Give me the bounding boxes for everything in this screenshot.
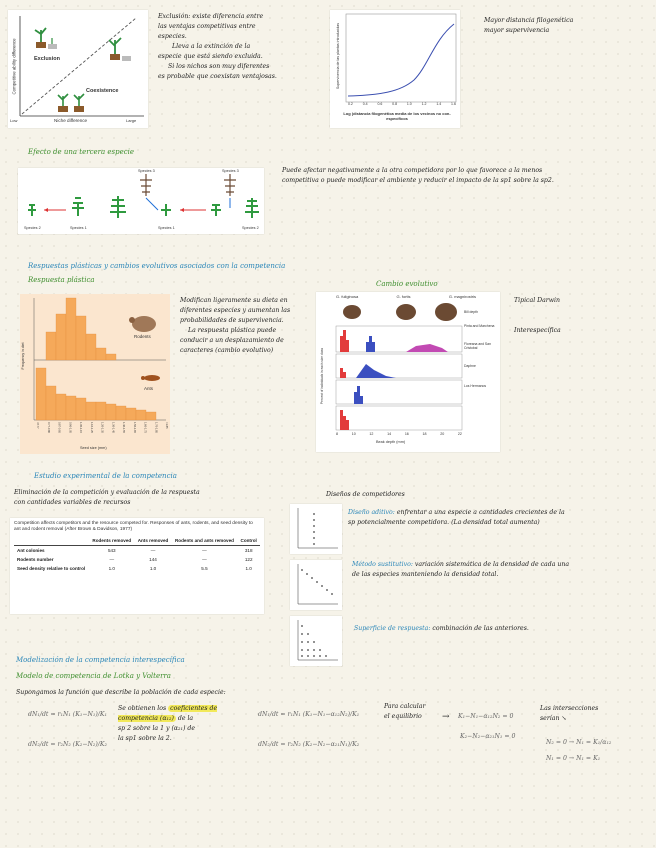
finch-species-row <box>336 294 476 299</box>
phylo-survival-figure <box>330 10 460 128</box>
table-cell: — <box>202 548 207 553</box>
coefficient-highlight: coeficientes de competencia (α₁₂) <box>118 705 218 722</box>
substitutive-design-plot <box>290 560 342 610</box>
note-line: el equilibrio <box>384 713 422 720</box>
x-tick: 0.8 <box>392 102 398 106</box>
table-cell: 1.0 <box>245 566 252 571</box>
x-tick: 0.4 <box>362 102 368 106</box>
evolution-title: Cambio evolutivo <box>376 280 438 288</box>
x-tick: <0.77 <box>36 422 39 429</box>
x-tick: >1.85 <box>165 422 168 429</box>
finch-row-labels <box>464 310 500 388</box>
coexistence-region-label: Coexistence <box>86 88 119 94</box>
x-tick: 12 <box>369 432 374 436</box>
table-caption: Competition affects competitors and the resource competed for. Responses of ants, rodents, and seed density to ant and rodent removal (After Brown & Davidson, 1977) <box>14 521 253 532</box>
design-name: Superficie de respuesta: <box>354 625 431 632</box>
species-label: Species 1 <box>70 226 87 230</box>
species-name: G. fuliginosa <box>336 294 359 299</box>
note-line <box>348 508 638 518</box>
note-line: Mayor distancia filogenética <box>484 17 574 24</box>
third-species-title: Efecto de una tercera especie <box>28 148 135 156</box>
x-tick: 1.66-1.75 <box>143 422 147 433</box>
x-tick: 20 <box>440 432 445 436</box>
substitutive-design-note <box>352 560 642 580</box>
row-label: Pinta and Marchena <box>464 324 495 328</box>
finch-figure <box>316 292 500 452</box>
third-species-diagram <box>18 168 264 234</box>
note-line: con cantidades variables de recursos <box>14 499 131 506</box>
niche-fitness-figure <box>8 10 148 128</box>
phylo-x-ticks <box>348 102 456 106</box>
table-cell: Ant colonies <box>17 548 45 553</box>
phylo-y-axis-label: Supervivencia de las plantas introducidas <box>336 22 340 90</box>
note-line: Lleva a la extinción de la <box>172 43 251 50</box>
third-species-figure <box>18 168 264 234</box>
x-tick: 10 <box>351 432 356 436</box>
row-label: Los Hermanos <box>464 384 487 388</box>
note-line: Eliminación de la competición y evaluación de la respuesta <box>14 489 200 496</box>
row-label: Bill depth <box>464 310 478 314</box>
species-label: Species 2 <box>24 226 41 230</box>
column-header: Control <box>237 536 260 546</box>
table-row <box>14 546 260 556</box>
histogram-x-label: Seed size (mm) <box>80 446 107 450</box>
competition-table-figure <box>10 518 264 614</box>
note-line: las ventajas competitivas entre <box>158 23 256 30</box>
model-intro: Supongamos la función que describe la población de cada especie: <box>16 689 226 696</box>
model-title: Modelización de la competencia interespecífica <box>16 656 185 664</box>
logistic-eq-2: dN₂/dt = r₂N₂ (K₂−N₂)/K₂ <box>28 741 108 748</box>
x-tick: 1.6 <box>451 102 456 106</box>
finch-x-label: Beak depth (mm) <box>376 440 406 444</box>
experimental-subtitle <box>14 488 284 508</box>
table-cell: Seed density relative to control <box>17 566 86 571</box>
design-text: variación sistemática de la densidad de cada una <box>414 561 570 568</box>
table-header-row <box>14 536 260 546</box>
niche-fitness-plot <box>8 10 148 128</box>
evolution-side-note: Tipical Darwin <box>514 297 561 304</box>
model-subtitle: Modelo de competencia de Lotka y Volterra <box>16 672 171 680</box>
niche-x-axis-label: Niche difference <box>54 118 88 123</box>
note-line: especie que está siendo excluida. <box>158 53 263 60</box>
species-label: Species 3 <box>138 169 155 173</box>
lv-eq-1: dN₁/dt = r₁N₁ (K₁−N₁−α₁₂N₂)/K₁ <box>258 711 360 718</box>
x-tick: 14 <box>387 432 392 436</box>
phylo-survival-plot <box>330 10 460 110</box>
note-line: mayor supervivencia <box>484 27 550 34</box>
design-name: Método sustitutivo: <box>352 561 413 568</box>
note-line: especies. <box>158 33 187 40</box>
note-text: de la <box>177 715 194 722</box>
table-row <box>14 564 260 573</box>
species-label: Species 3 <box>222 169 239 173</box>
note-line: sp potencialmente competidora. (La densidad total aumenta) <box>348 519 540 526</box>
x-tick: 1.26-1.35 <box>100 422 104 433</box>
table-cell: 1.0 <box>149 566 157 571</box>
row-label: Floreana and San Cristobal <box>464 342 491 350</box>
x-tick: 0.77-0.86 <box>46 422 50 433</box>
note-line: es probable que coexistan ventajosas. <box>158 73 277 80</box>
x-tick: 1.16-1.25 <box>89 422 93 433</box>
x-tick: 18 <box>422 432 427 436</box>
x-tick: 1.4 <box>436 102 442 106</box>
lv-eq-2: dN₂/dt = r₂N₂ (K₂−N₂−α₂₁N₁)/K₂ <box>258 741 360 748</box>
note-text: Se obtienen los <box>118 705 167 712</box>
corner-large-label: Large <box>126 118 137 123</box>
histogram-x-ticks <box>36 422 168 433</box>
species-name: G. fortis <box>396 294 411 299</box>
note-line: caracteres (cambio evolutivo) <box>180 347 274 354</box>
design-text: enfrentar a una especie a cantidades crecientes de la <box>396 509 565 516</box>
design-name: Diseño aditivo: <box>348 509 395 516</box>
note-line: diferentes especies y aumentan las <box>180 307 291 314</box>
x-tick: 1.46-1.55 <box>122 422 125 433</box>
ants-label: Ants <box>144 386 154 391</box>
response-surface-plot <box>290 616 342 666</box>
corner-low-label: Low <box>10 118 18 123</box>
equilibrium-arrow-icon: → <box>442 712 450 722</box>
x-tick: 0.96-1.05 <box>68 422 72 433</box>
column-header: Ants removed <box>134 536 171 546</box>
note-text: serían <box>540 715 560 722</box>
finch-x-ticks <box>336 432 462 436</box>
equilibrium-note <box>384 702 425 722</box>
seed-histogram-figure <box>20 294 170 454</box>
column-header: Rodents removed <box>89 536 134 546</box>
designs-title: Diseños de competidores <box>326 491 405 498</box>
note-line: de las especies manteniendo la densidad total. <box>352 571 499 578</box>
x-tick: 0.2 <box>348 102 353 106</box>
note-line: Exclusión: existe diferencia entre <box>158 13 264 20</box>
rodents-label: Rodents <box>134 334 151 339</box>
note-line <box>354 624 644 634</box>
note-line: La respuesta plástica puede <box>188 327 277 334</box>
table-cell: — <box>202 557 207 562</box>
exclusion-region-label: Exclusion <box>34 56 60 62</box>
table-cell: 1.0 <box>108 566 115 571</box>
table-row <box>14 555 260 564</box>
table-cell: — <box>150 548 156 553</box>
species-label: Species 1 <box>158 226 175 230</box>
x-tick: 0.6 <box>377 102 383 106</box>
note-line: Puede afectar negativamente a la otra competidora por lo que favorece a la menos <box>282 167 543 174</box>
table-cell: 5.5 <box>201 566 208 571</box>
x-tick: 1.56-1.65 <box>132 422 136 433</box>
note-line: probabilidades de supervivencia. <box>180 317 284 324</box>
x-tick: 1.76-1.85 <box>154 422 158 433</box>
note-line: la sp1 sobre la 2. <box>118 735 172 742</box>
coefficient-note <box>118 704 236 744</box>
third-species-notes <box>282 166 642 186</box>
x-tick: 0.87-0.95 <box>57 422 61 433</box>
x-tick: 1.0 <box>406 102 412 106</box>
species-name: G. magnirostris <box>448 294 476 299</box>
note-line: conducir a un desplazamiento de <box>180 337 284 344</box>
experimental-title: Estudio experimental de la competencia <box>34 472 177 480</box>
additive-design-plot <box>290 504 342 554</box>
table-cell: 122 <box>244 557 253 562</box>
seed-histogram <box>20 294 170 434</box>
additive-design-note <box>348 508 638 528</box>
equilibrium-eq-1: K₁−N₁−α₁₂N₂ = 0 <box>458 713 514 720</box>
plastic-notes <box>180 296 320 356</box>
response-surface-note <box>354 624 644 634</box>
logistic-eq-1: dN₁/dt = r₁N₁ (K₁−N₁)/K₁ <box>28 711 108 718</box>
column-header: Rodents and ants removed <box>172 536 238 546</box>
niche-y-axis-label: Competitive ability difference <box>11 38 17 95</box>
finch-picture <box>343 305 361 319</box>
table-cell: 144 <box>149 557 157 562</box>
note-line: sp 2 sobre la 1 y (α₂₁) de <box>118 725 196 732</box>
x-tick: 1.2 <box>421 102 427 106</box>
table-cell: — <box>109 557 115 562</box>
intersect-eq-2: N₁ = 0 → N₁ = K₁ <box>546 755 601 762</box>
evolution-side-note: Interespecífica <box>514 327 561 334</box>
table-cell: 318 <box>244 548 253 553</box>
x-tick: 8 <box>336 432 338 436</box>
coexistence-plants-illustration <box>58 94 84 112</box>
exclusion-notes <box>158 12 318 82</box>
plastic-subtitle: Respuesta plástica <box>28 276 95 284</box>
phylo-notes <box>484 16 634 36</box>
phylo-x-axis-label: Log (distancia filogenética media de los vecinos no con-específicos <box>343 111 451 121</box>
species-label: Species 2 <box>242 226 259 230</box>
design-text: combinación de las anteriores. <box>432 625 529 632</box>
row-label: Daphne <box>464 364 476 368</box>
x-tick: 1.06-1.15 <box>79 422 82 433</box>
note-line: Modifican ligeramente su dieta en <box>180 297 288 304</box>
note-line: Si los nichos son muy diferentes <box>168 63 270 70</box>
plastic-title: Respuestas plásticas y cambios evolutivos asociados con la competencia <box>28 262 286 270</box>
x-tick: 22 <box>457 432 462 436</box>
equilibrium-eq-2: K₂−N₂−α₂₁N₁ = 0 <box>460 733 516 740</box>
table-cell: Rodents number <box>17 557 54 562</box>
note-line <box>540 714 598 724</box>
ant-picture <box>144 375 160 381</box>
finch-y-label: Percent of individuals in each size class <box>320 347 324 405</box>
rodent-picture <box>132 316 156 332</box>
note-line: Para calcular <box>384 703 426 710</box>
column-header <box>14 536 89 546</box>
note-line: Las intersecciones <box>540 705 599 712</box>
finch-picture <box>396 304 416 320</box>
note-line: competitiva o puede modificar el ambiente y reducir el impacto de la sp1 sobre la sp2. <box>282 177 554 184</box>
competition-table <box>14 536 260 573</box>
intersections-note <box>540 704 598 724</box>
histogram-y-label: Frequency in diet <box>21 342 25 370</box>
x-tick: 1.36-1.45 <box>111 422 115 433</box>
down-arrow-icon: ↘ <box>561 715 567 722</box>
table-cell: 543 <box>107 548 116 553</box>
finch-picture <box>435 303 457 321</box>
intersect-eq-1: N₂ = 0 → N₁ = K₁/α₁₂ <box>546 739 612 746</box>
x-tick: 16 <box>404 432 409 436</box>
note-line <box>352 560 642 570</box>
